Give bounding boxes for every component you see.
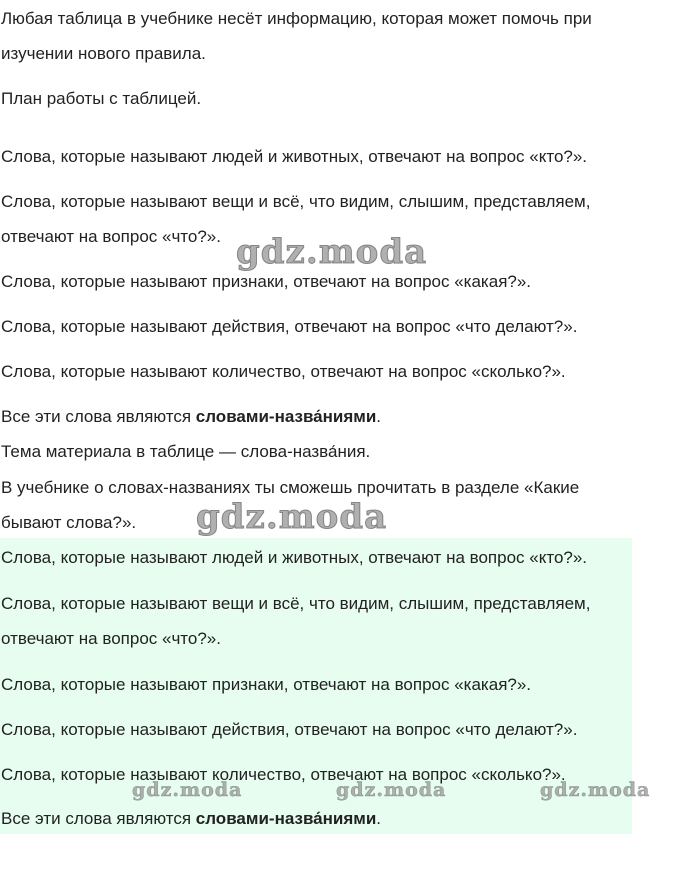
green-summary-bold: словами-назва́ниями	[195, 809, 377, 828]
summary-prefix: Все эти слова являются	[1, 407, 196, 426]
watermark-logo: gdz.moda	[132, 779, 243, 801]
clipped-text-fragment	[1, 128, 281, 134]
green-summary-prefix: Все эти слова являются	[1, 809, 196, 828]
watermark-logo: gdz.moda	[540, 779, 651, 801]
watermark-logo: gdz.moda	[236, 232, 428, 272]
row-quantity: Слова, которые называют количество, отвечают на вопрос «сколько?».	[1, 362, 566, 381]
summary-suffix: .	[376, 407, 382, 426]
green-row-what-2: отвечают на вопрос «что?».	[1, 629, 221, 648]
row-what-2: отвечают на вопрос «что?».	[1, 227, 221, 246]
green-row-which: Слова, которые называют признаки, отвечают на вопрос «какая?».	[1, 675, 532, 694]
green-row-actions: Слова, которые называют действия, отвечают на вопрос «что делают?».	[1, 720, 578, 739]
watermark-logo: gdz.moda	[196, 497, 388, 537]
summary-bold: словами-назва́ниями	[195, 407, 377, 426]
row-which: Слова, которые называют признаки, отвечают на вопрос «какая?».	[1, 272, 532, 291]
green-summary-suffix: .	[376, 809, 382, 828]
green-row-who: Слова, которые называют людей и животных, отвечают на вопрос «кто?».	[1, 548, 588, 567]
plan-title: План работы с таблицей.	[1, 89, 202, 108]
textbook-line-2: бывают слова?».	[1, 513, 137, 532]
green-row-what-1: Слова, которые называют вещи и всё, что видим, слышим, представляем,	[1, 594, 591, 613]
watermark-logo: gdz.moda	[336, 779, 447, 801]
topic-line: Тема материала в таблице — слова-назва́ния.	[1, 442, 371, 461]
row-actions: Слова, которые называют действия, отвечают на вопрос «что делают?».	[1, 317, 578, 336]
row-what-1: Слова, которые называют вещи и всё, что видим, слышим, представляем,	[1, 192, 591, 211]
green-row-quantity: Слова, которые называют количество, отвечают на вопрос «сколько?».	[1, 765, 566, 784]
summary-line	[1, 406, 381, 428]
green-summary-line	[1, 808, 381, 830]
row-who: Слова, которые называют людей и животных, отвечают на вопрос «кто?».	[1, 147, 588, 166]
intro-line-1: Любая таблица в учебнике несёт информацию, которая может помочь при	[1, 9, 592, 28]
textbook-line-1: В учебнике о словах-названиях ты сможешь прочитать в разделе «Какие	[1, 478, 580, 497]
intro-line-2: изучении нового правила.	[1, 44, 206, 63]
